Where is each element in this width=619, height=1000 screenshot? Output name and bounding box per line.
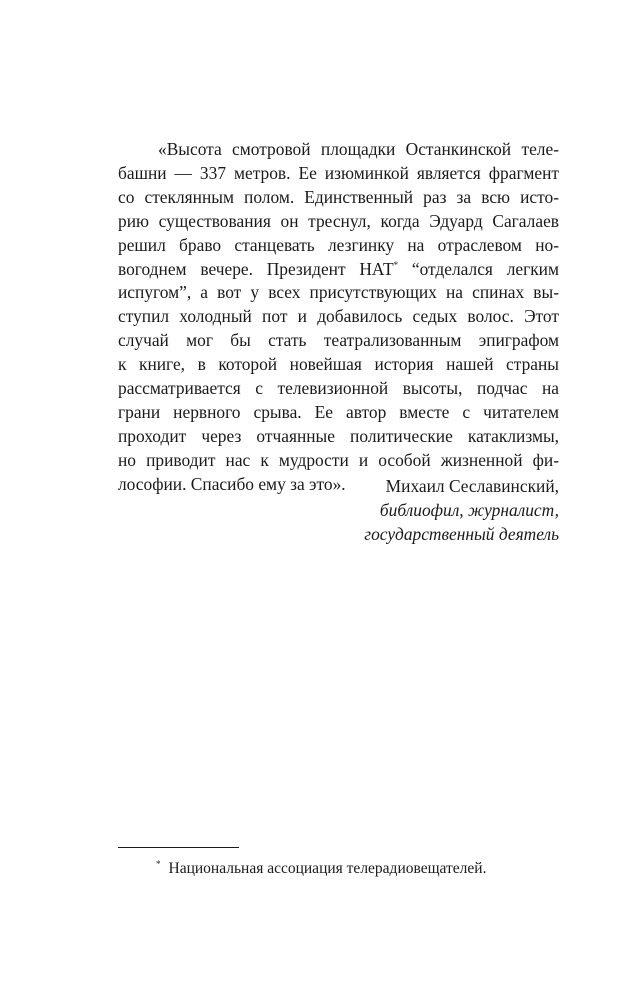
author-role: библиофил, журналист,	[379, 499, 559, 520]
quote-line: случай мог бы стать театрализованным эпиграфом	[118, 330, 559, 351]
quote-line-head: вогоднем вечере. Президент НАТ	[118, 258, 394, 279]
quote-line: ступил холодный пот и добавилось седых волос. Этот	[118, 306, 559, 327]
epigraph-quote	[118, 138, 559, 497]
quote-line: но приводит нас к мудрости и особой жизненной фи-	[118, 449, 559, 470]
quote-line: «Высота смотровой площадки Останкинской теле-	[158, 139, 559, 159]
quote-line: башни — 337 метров. Ее изюминкой является фрагмент	[118, 162, 559, 183]
quote-line-tail: “отделался легким	[398, 258, 559, 279]
footnote-marker: *	[393, 259, 399, 270]
footnote	[156, 858, 486, 880]
quote-line-with-footnote	[118, 258, 559, 282]
footnote-mark: *	[156, 859, 161, 869]
quote-line: рассматривается с телевизионной высоты, подчас на	[118, 378, 559, 399]
footnote-text: Национальная ассоциация телерадиовещателей.	[168, 860, 487, 877]
quote-line: проходит через отчаянные политические катаклизмы,	[118, 425, 559, 446]
quote-line: рию существования он треснул, когда Эдуард Сагалаев	[118, 210, 559, 231]
footnote-divider	[118, 847, 239, 848]
quote-line: к книге, в которой новейшая история нашей страны	[118, 354, 559, 375]
quote-line: решил браво станцевать лезгинку на отраслевом но-	[118, 234, 559, 255]
quote-line: со стеклянным полом. Единственный раз за всю исто-	[118, 186, 559, 207]
quote-line: испугом”, а вот у всех присутствующих на спинах вы-	[118, 282, 559, 303]
signature-block	[364, 475, 559, 547]
author-name: Михаил Сеславинский,	[385, 476, 559, 496]
quote-line: грани нервного срыва. Ее автор вместе с читателем	[118, 401, 559, 422]
quote-line: лософии. Спасибо ему за это».	[118, 473, 346, 494]
author-role: государственный деятель	[364, 523, 559, 544]
